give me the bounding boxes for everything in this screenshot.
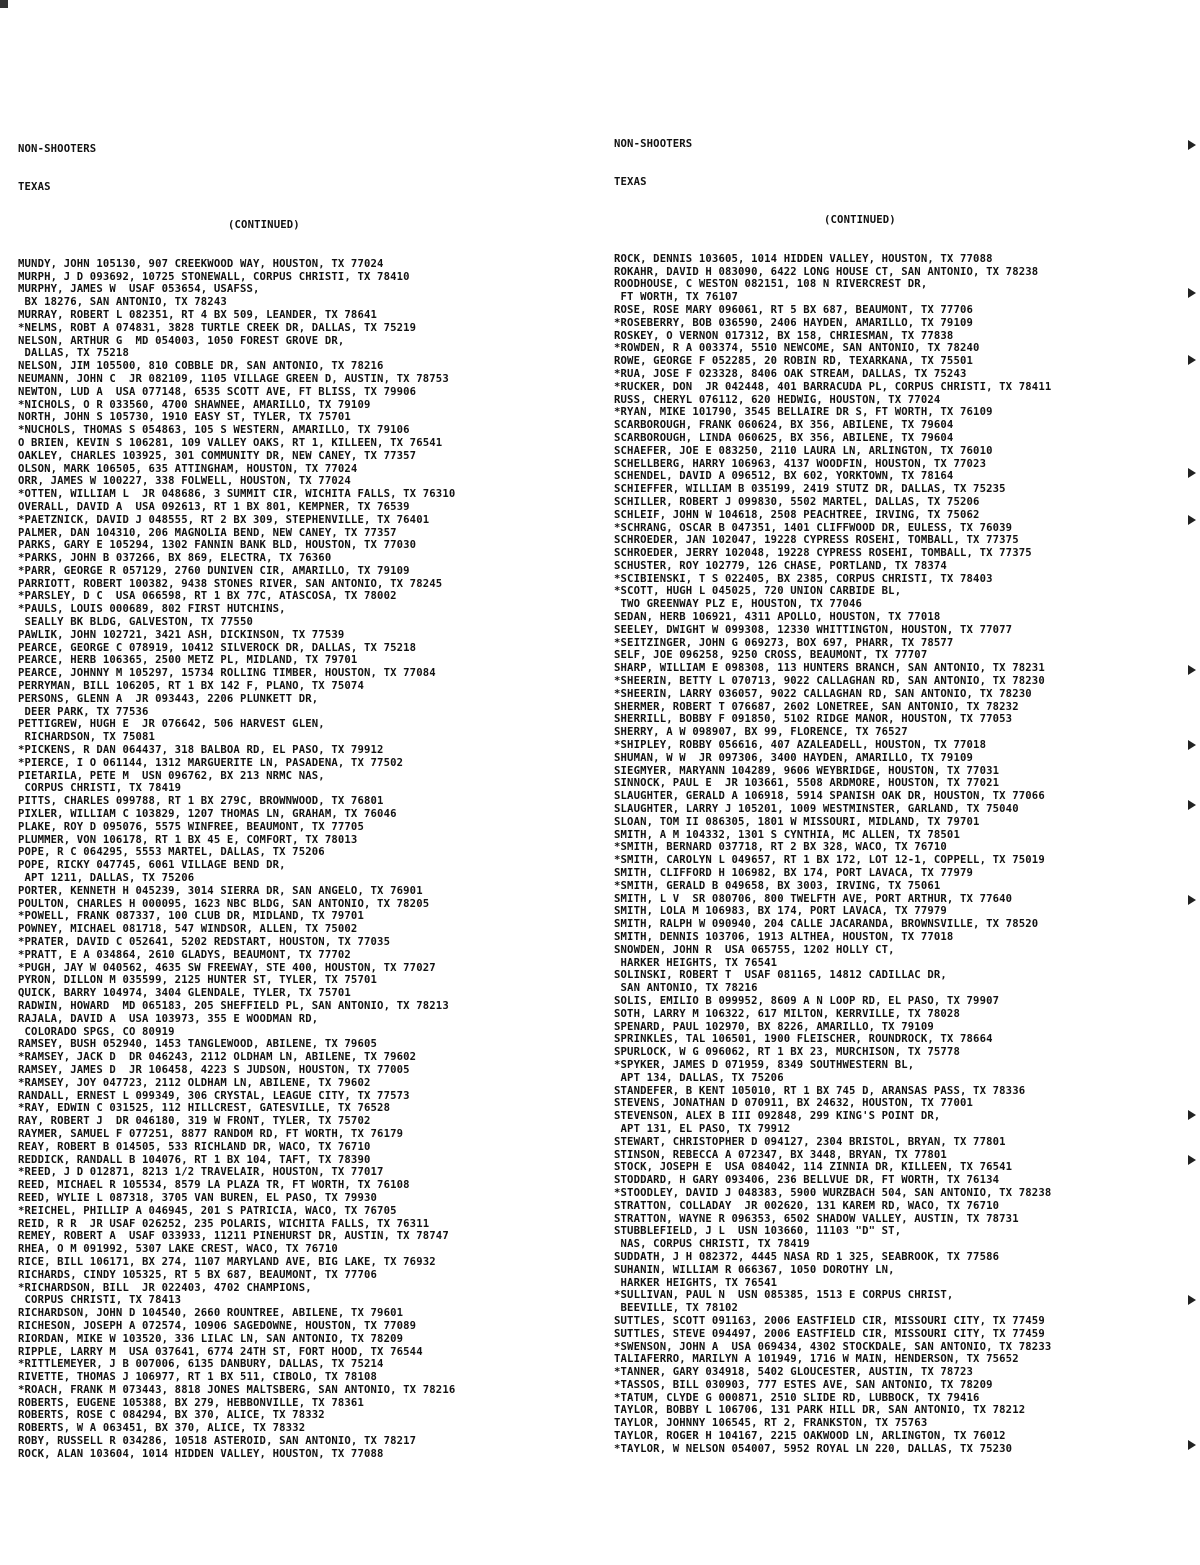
right-column bbox=[614, 112, 1194, 1481]
list-item: ROSKEY, O VERNON 017312, BX 158, CHRIESMAN, TX 77838 bbox=[614, 329, 954, 342]
right-header-state: TEXAS bbox=[614, 175, 647, 188]
list-item: COLORADO SPGS, CO 80919 bbox=[18, 1025, 175, 1038]
list-item: SAN ANTONIO, TX 78216 bbox=[614, 982, 758, 995]
list-item: *TANNER, GARY 034918, 5402 GLOUCESTER, AUSTIN, TX 78723 bbox=[614, 1366, 974, 1379]
list-item: *SCIBIENSKI, T S 022405, BX 2385, CORPUS CHRISTI, TX 78403 bbox=[614, 572, 993, 585]
list-item: STUBBLEFIELD, J L USN 103660, 11103 "D" ST, bbox=[614, 1225, 902, 1238]
list-item: SINNOCK, PAUL E JR 103661, 5508 ARDMORE, HOUSTON, TX 77021 bbox=[614, 777, 1000, 790]
list-item: PIXLER, WILLIAM C 103829, 1207 THOMAS LN, GRAHAM, TX 76046 bbox=[18, 808, 397, 821]
list-item: SCHENDEL, DAVID A 096512, BX 602, YORKTOWN, TX 78164 bbox=[614, 470, 954, 483]
list-item: APT 131, EL PASO, TX 79912 bbox=[614, 1122, 791, 1135]
list-item: SIEGMYER, MARYANN 104289, 9606 WEYBRIDGE, HOUSTON, TX 77031 bbox=[614, 764, 1000, 777]
list-item: SMITH, RALPH W 090940, 204 CALLE JACARANDA, BROWNSVILLE, TX 78520 bbox=[614, 918, 1039, 931]
list-item: *PRATER, DAVID C 052641, 5202 REDSTART, HOUSTON, TX 77035 bbox=[18, 936, 391, 948]
list-item: TWO GREENWAY PLZ E, HOUSTON, TX 77046 bbox=[614, 598, 863, 611]
list-item: PEARCE, JOHNNY M 105297, 15734 ROLLING TIMBER, HOUSTON, TX 77084 bbox=[18, 667, 436, 680]
list-item: ROODHOUSE, C WESTON 082151, 108 N RIVERCREST DR, bbox=[614, 278, 928, 291]
list-item: *SHEERIN, BETTY L 070713, 9022 CALLAGHAN RD, SAN ANTONIO, TX 78230 bbox=[614, 675, 1045, 688]
list-item: RICE, BILL 106171, BX 274, 1107 MARYLAND AVE, BIG LAKE, TX 76932 bbox=[18, 1255, 436, 1268]
list-item: SHERMER, ROBERT T 076687, 2602 LONETREE, SAN ANTONIO, TX 78232 bbox=[614, 700, 1019, 713]
list-item: SLAUGHTER, GERALD A 106918, 5914 SPANISH OAK DR, HOUSTON, TX 77066 bbox=[614, 790, 1045, 803]
list-item: MUNDY, JOHN 105130, 907 CREEKWOOD WAY, HOUSTON, TX 77024 bbox=[18, 257, 384, 270]
list-item: ROCK, DENNIS 103605, 1014 HIDDEN VALLEY, HOUSTON, TX 77088 bbox=[614, 252, 993, 265]
list-item: *PUGH, JAY W 040562, 4635 SW FREEWAY, STE 400, HOUSTON, TX 77027 bbox=[18, 961, 436, 974]
list-item: PERSONS, GLENN A JR 093443, 2206 PLUNKETT DR, bbox=[18, 692, 319, 705]
list-item: SEALLY BK BLDG, GALVESTON, TX 77550 bbox=[18, 616, 254, 629]
list-item: DALLAS, TX 75218 bbox=[18, 347, 129, 360]
list-item: *SMITH, CAROLYN L 049657, RT 1 BX 172, LOT 12-1, COPPELL, TX 75019 bbox=[614, 854, 1045, 867]
list-item: SUTTLES, STEVE 094497, 2006 EASTFIELD CIR, MISSOURI CITY, TX 77459 bbox=[614, 1327, 1045, 1340]
list-item: SLAUGHTER, LARRY J 105201, 1009 WESTMINSTER, GARLAND, TX 75040 bbox=[614, 803, 1019, 816]
list-item: CORPUS CHRISTI, TX 78413 bbox=[18, 1294, 182, 1307]
list-item: RANDALL, ERNEST L 099349, 306 CRYSTAL, LEAGUE CITY, TX 77573 bbox=[18, 1089, 410, 1102]
list-item: STEVENS, JONATHAN D 070911, BX 24632, HOUSTON, TX 77001 bbox=[614, 1097, 974, 1110]
list-item: RICHESON, JOSEPH A 072574, 10906 SAGEDOWNE, HOUSTON, TX 77089 bbox=[18, 1319, 417, 1332]
list-item: *SHIPLEY, ROBBY 056616, 407 AZALEADELL, HOUSTON, TX 77018 bbox=[614, 739, 987, 752]
list-item: SCHROEDER, JERRY 102048, 19228 CYPRESS ROSEHI, TOMBALL, TX 77375 bbox=[614, 547, 1032, 560]
list-item: *STOODLEY, DAVID J 048383, 5900 WURZBACH 504, SAN ANTONIO, TX 78238 bbox=[614, 1186, 1052, 1199]
list-item: *NUCHOLS, THOMAS S 054863, 105 S WESTERN, AMARILLO, TX 79106 bbox=[18, 424, 410, 437]
list-item: SOLINSKI, ROBERT T USAF 081165, 14812 CADILLAC DR, bbox=[614, 969, 947, 982]
list-item: PIETARILA, PETE M USN 096762, BX 213 NRMC NAS, bbox=[18, 769, 325, 782]
list-item: RICHARDSON, TX 75081 bbox=[18, 731, 156, 744]
list-item: SOLIS, EMILIO B 099952, 8609 A N LOOP RD, EL PASO, TX 79907 bbox=[614, 994, 1000, 1007]
list-item: STRATTON, COLLADAY JR 002620, 131 KAREM RD, WACO, TX 76710 bbox=[614, 1199, 1000, 1212]
right-entry-list bbox=[614, 253, 1194, 1456]
right-header-title: NON-SHOOTERS bbox=[614, 137, 693, 150]
list-item: STODDARD, H GARY 093406, 236 BELLVUE DR, FT WORTH, TX 76134 bbox=[614, 1174, 1000, 1187]
list-item: SHUMAN, W W JR 097306, 3400 HAYDEN, AMARILLO, TX 79109 bbox=[614, 751, 974, 764]
list-item: *SEITZINGER, JOHN G 069273, BOX 697, PHARR, TX 78577 bbox=[614, 636, 954, 649]
list-item: RHEA, O M 091992, 5307 LAKE CREST, WACO, TX 76710 bbox=[18, 1243, 338, 1256]
list-item: SLOAN, TOM II 086305, 1801 W MISSOURI, MIDLAND, TX 79701 bbox=[614, 815, 980, 828]
list-item: *NELMS, ROBT A 074831, 3828 TURTLE CREEK DR, DALLAS, TX 75219 bbox=[18, 321, 417, 334]
list-item: *SULLIVAN, PAUL N USN 085385, 1513 E CORPUS CHRIST, bbox=[614, 1289, 954, 1302]
list-item: TAYLOR, ROGER H 104167, 2215 OAKWOOD LN, ARLINGTON, TX 76012 bbox=[614, 1430, 1006, 1443]
list-item: PAWLIK, JOHN 102721, 3421 ASH, DICKINSON, TX 77539 bbox=[18, 628, 345, 641]
list-item: *PAETZNICK, DAVID J 048555, RT 2 BX 309, STEPHENVILLE, TX 76401 bbox=[18, 513, 430, 526]
list-item: REED, MICHAEL R 105534, 8579 LA PLAZA TR, FT WORTH, TX 76108 bbox=[18, 1179, 410, 1192]
list-item: RAMSEY, BUSH 052940, 1453 TANGLEWOOD, ABILENE, TX 79605 bbox=[18, 1038, 378, 1051]
left-header-title: NON-SHOOTERS bbox=[18, 142, 97, 155]
list-item: SCHROEDER, JAN 102047, 19228 CYPRESS ROSEHI, TOMBALL, TX 77375 bbox=[614, 534, 1019, 547]
list-item: SCARBOROUGH, FRANK 060624, BX 356, ABILENE, TX 79604 bbox=[614, 419, 954, 432]
list-item: SCHELLBERG, HARRY 106963, 4137 WOODFIN, HOUSTON, TX 77023 bbox=[614, 457, 987, 470]
list-item: SCHILLER, ROBERT J 099830, 5502 MARTEL, DALLAS, TX 75206 bbox=[614, 495, 980, 508]
left-column bbox=[18, 117, 593, 1486]
scan-artifact bbox=[0, 0, 8, 8]
list-item: NELSON, JIM 105500, 810 COBBLE DR, SAN ANTONIO, TX 78216 bbox=[18, 360, 384, 373]
list-item: STRATTON, WAYNE R 096353, 6502 SHADOW VALLEY, AUSTIN, TX 78731 bbox=[614, 1212, 1019, 1225]
list-item: SUDDATH, J H 082372, 4445 NASA RD 1 325, SEABROOK, TX 77586 bbox=[614, 1250, 1000, 1263]
list-item: NELSON, ARTHUR G MD 054003, 1050 FOREST GROVE DR, bbox=[18, 334, 345, 347]
list-item: *ROSEBERRY, BOB 036590, 2406 HAYDEN, AMARILLO, TX 79109 bbox=[614, 316, 974, 329]
list-item: SCARBOROUGH, LINDA 060625, BX 356, ABILENE, TX 79604 bbox=[614, 431, 954, 444]
list-item: SCHUSTER, ROY 102779, 126 CHASE, PORTLAND, TX 78374 bbox=[614, 559, 947, 572]
list-item: PORTER, KENNETH H 045239, 3014 SIERRA DR, SAN ANGELO, TX 76901 bbox=[18, 884, 423, 897]
list-item: POWNEY, MICHAEL 081718, 547 WINDSOR, ALLEN, TX 75002 bbox=[18, 923, 358, 936]
list-item: OAKLEY, CHARLES 103925, 301 COMMUNITY DR, NEW CANEY, TX 77357 bbox=[18, 449, 417, 462]
left-header-state: TEXAS bbox=[18, 180, 51, 193]
list-item: PARRIOTT, ROBERT 100382, 9438 STONES RIVER, SAN ANTONIO, TX 78245 bbox=[18, 577, 443, 590]
list-item: *RICHARDSON, BILL JR 022403, 4702 CHAMPIONS, bbox=[18, 1281, 312, 1294]
list-item: SEELEY, DWIGHT W 099308, 12330 WHITTINGTON, HOUSTON, TX 77077 bbox=[614, 623, 1013, 636]
list-item: TALIAFERRO, MARILYN A 101949, 1716 W MAIN, HENDERSON, TX 75652 bbox=[614, 1353, 1019, 1366]
list-item: BEEVILLE, TX 78102 bbox=[614, 1302, 739, 1315]
list-item: ROCK, ALAN 103604, 1014 HIDDEN VALLEY, HOUSTON, TX 77088 bbox=[18, 1447, 384, 1460]
list-item: O BRIEN, KEVIN S 106281, 109 VALLEY OAKS, RT 1, KILLEEN, TX 76541 bbox=[18, 436, 443, 449]
list-item: RAJALA, DAVID A USA 103973, 355 E WOODMAN RD, bbox=[18, 1012, 319, 1025]
list-item: ORR, JAMES W 100227, 338 FOLWELL, HOUSTON, TX 77024 bbox=[18, 475, 351, 488]
list-item: MURRAY, ROBERT L 082351, RT 4 BX 509, LEANDER, TX 78641 bbox=[18, 308, 378, 321]
list-item: *TAYLOR, W NELSON 054007, 5952 ROYAL LN 220, DALLAS, TX 75230 bbox=[614, 1442, 1013, 1455]
list-item: SELF, JOE 096258, 9250 CROSS, BEAUMONT, TX 77707 bbox=[614, 649, 928, 662]
list-item: *SMITH, GERALD B 049658, BX 3003, IRVING, TX 75061 bbox=[614, 879, 941, 892]
list-item: PERRYMAN, BILL 106205, RT 1 BX 142 F, PLANO, TX 75074 bbox=[18, 680, 364, 693]
list-item: *PICKENS, R DAN 064437, 318 BALBOA RD, EL PASO, TX 79912 bbox=[18, 744, 384, 757]
list-item: *PARSLEY, D C USA 066598, RT 1 BX 77C, ATASCOSA, TX 78002 bbox=[18, 590, 397, 603]
list-item: STINSON, REBECCA A 072347, BX 3448, BRYAN, TX 77801 bbox=[614, 1148, 947, 1161]
list-item: SUHANIN, WILLIAM R 066367, 1050 DOROTHY LN, bbox=[614, 1263, 895, 1276]
list-item: *ROACH, FRANK M 073443, 8818 JONES MALTSBERG, SAN ANTONIO, TX 78216 bbox=[18, 1383, 456, 1396]
list-item: SHERRILL, BOBBY F 091850, 5102 RIDGE MANOR, HOUSTON, TX 77053 bbox=[614, 713, 1013, 726]
list-item: *RAY, EDWIN C 031525, 112 HILLCREST, GATESVILLE, TX 76528 bbox=[18, 1102, 391, 1115]
list-item: *RAMSEY, JOY 047723, 2112 OLDHAM LN, ABILENE, TX 79602 bbox=[18, 1076, 371, 1089]
list-item: SMITH, DENNIS 103706, 1913 ALTHEA, HOUSTON, TX 77018 bbox=[614, 931, 954, 943]
list-item: STEVENSON, ALEX B III 092848, 299 KING'S POINT DR, bbox=[614, 1110, 941, 1123]
list-item: PEARCE, GEORGE C 078919, 10412 SILVEROCK DR, DALLAS, TX 75218 bbox=[18, 641, 417, 654]
list-item: *SPYKER, JAMES D 071959, 8349 SOUTHWESTERN BL, bbox=[614, 1058, 915, 1071]
list-item: RICHARDSON, JOHN D 104540, 2660 ROUNTREE, ABILENE, TX 79601 bbox=[18, 1307, 404, 1320]
list-item: FT WORTH, TX 76107 bbox=[614, 291, 739, 304]
list-item: *RYAN, MIKE 101790, 3545 BELLAIRE DR S, FT WORTH, TX 76109 bbox=[614, 406, 993, 419]
list-item: SHERRY, A W 098907, BX 99, FLORENCE, TX 76527 bbox=[614, 726, 908, 739]
list-item: PARKS, GARY E 105294, 1302 FANNIN BANK BLD, HOUSTON, TX 77030 bbox=[18, 539, 417, 552]
list-item: SCHLEIF, JOHN W 104618, 2508 PEACHTREE, IRVING, TX 75062 bbox=[614, 508, 980, 521]
list-item: *RITTLEMEYER, J B 007006, 6135 DANBURY, DALLAS, TX 75214 bbox=[18, 1358, 384, 1371]
list-item: APT 1211, DALLAS, TX 75206 bbox=[18, 872, 195, 885]
list-item: ROKAHR, DAVID H 083090, 6422 LONG HOUSE CT, SAN ANTONIO, TX 78238 bbox=[614, 265, 1039, 278]
list-item: RADWIN, HOWARD MD 065183, 205 SHEFFIELD PL, SAN ANTONIO, TX 78213 bbox=[18, 999, 449, 1012]
list-item: SMITH, CLIFFORD H 106982, BX 174, PORT LAVACA, TX 77979 bbox=[614, 867, 974, 880]
list-item: ROBY, RUSSELL R 034286, 10518 ASTEROID, SAN ANTONIO, TX 78217 bbox=[18, 1435, 417, 1448]
list-item: SUTTLES, SCOTT 091163, 2006 EASTFIELD CIR, MISSOURI CITY, TX 77459 bbox=[614, 1314, 1045, 1327]
list-item: SEDAN, HERB 106921, 4311 APOLLO, HOUSTON, TX 77018 bbox=[614, 611, 941, 624]
list-item: *PIERCE, I O 061144, 1312 MARGUERITE LN, PASADENA, TX 77502 bbox=[18, 756, 404, 769]
list-item: *RUCKER, DON JR 042448, 401 BARRACUDA PL, CORPUS CHRISTI, TX 78411 bbox=[614, 380, 1052, 393]
list-item: *SWENSON, JOHN A USA 069434, 4302 STOCKDALE, SAN ANTONIO, TX 78233 bbox=[614, 1340, 1052, 1353]
list-item: SCHAEFER, JOE E 083250, 2110 LAURA LN, ARLINGTON, TX 76010 bbox=[614, 444, 993, 457]
list-item: *SCOTT, HUGH L 045025, 720 UNION CARBIDE BL, bbox=[614, 585, 902, 598]
list-item: SCHIEFFER, WILLIAM B 035199, 2419 STUTZ DR, DALLAS, TX 75235 bbox=[614, 483, 1006, 496]
list-item: STANDEFER, B KENT 105010, RT 1 BX 745 D, ARANSAS PASS, TX 78336 bbox=[614, 1084, 1026, 1097]
list-item: REDDICK, RANDALL B 104076, RT 1 BX 104, TAFT, TX 78390 bbox=[18, 1153, 371, 1166]
list-item: PLUMMER, VON 106178, RT 1 BX 45 E, COMFORT, TX 78013 bbox=[18, 833, 358, 846]
list-item: DEER PARK, TX 77536 bbox=[18, 705, 149, 718]
list-item: POPE, RICKY 047745, 6061 VILLAGE BEND DR, bbox=[18, 859, 286, 872]
list-item: REED, WYLIE L 087318, 3705 VAN BUREN, EL PASO, TX 79930 bbox=[18, 1191, 378, 1204]
list-item: RICHARDS, CINDY 105325, RT 5 BX 687, BEAUMONT, TX 77706 bbox=[18, 1268, 378, 1281]
list-item: *PAULS, LOUIS 000689, 802 FIRST HUTCHINS, bbox=[18, 603, 286, 616]
list-item: *NICHOLS, O R 033560, 4700 SHAWNEE, AMARILLO, TX 79109 bbox=[18, 398, 371, 411]
list-item: APT 134, DALLAS, TX 75206 bbox=[614, 1071, 784, 1084]
list-item: ROWE, GEORGE F 052285, 20 ROBIN RD, TEXARKANA, TX 75501 bbox=[614, 355, 974, 368]
list-item: *PRATT, E A 034864, 2610 GLADYS, BEAUMONT, TX 77702 bbox=[18, 948, 351, 961]
list-item: BX 18276, SAN ANTONIO, TX 78243 bbox=[18, 296, 227, 309]
list-item: SPENARD, PAUL 102970, BX 8226, AMARILLO, TX 79109 bbox=[614, 1020, 934, 1033]
list-item: *REED, J D 012871, 8213 1/2 TRAVELAIR, HOUSTON, TX 77017 bbox=[18, 1166, 384, 1179]
right-continued-label: (CONTINUED) bbox=[824, 214, 896, 227]
list-item: REID, R R JR USAF 026252, 235 POLARIS, WICHITA FALLS, TX 76311 bbox=[18, 1217, 430, 1230]
list-item: POPE, R C 064295, 5553 MARTEL, DALLAS, TX 75206 bbox=[18, 846, 325, 859]
list-item: TAYLOR, BOBBY L 106706, 131 PARK HILL DR, SAN ANTONIO, TX 78212 bbox=[614, 1404, 1026, 1417]
list-item: SPRINKLES, TAL 106501, 1900 FLEISCHER, ROUNDROCK, TX 78664 bbox=[614, 1033, 993, 1046]
list-item: *REICHEL, PHILLIP A 046945, 201 S PATRICIA, WACO, TX 76705 bbox=[18, 1204, 397, 1217]
list-item: ROBERTS, ROSE C 084294, BX 370, ALICE, TX 78332 bbox=[18, 1409, 325, 1422]
list-item: SNOWDEN, JOHN R USA 065755, 1202 HOLLY CT, bbox=[614, 943, 895, 956]
list-item: NAS, CORPUS CHRISTI, TX 78419 bbox=[614, 1238, 810, 1251]
list-item: PEARCE, HERB 106365, 2500 METZ PL, MIDLAND, TX 79701 bbox=[18, 654, 358, 667]
list-item: *ROWDEN, R A 003374, 5510 NEWCOME, SAN ANTONIO, TX 78240 bbox=[614, 342, 980, 355]
list-item: RIPPLE, LARRY M USA 037641, 6774 24TH ST, FORT HOOD, TX 76544 bbox=[18, 1345, 423, 1358]
list-item: *TASSOS, BILL 030903, 777 ESTES AVE, SAN ANTONIO, TX 78209 bbox=[614, 1378, 993, 1391]
list-item: MURPH, J D 093692, 10725 STONEWALL, CORPUS CHRISTI, TX 78410 bbox=[18, 270, 410, 283]
list-item: SOTH, LARRY M 106322, 617 MILTON, KERRVILLE, TX 78028 bbox=[614, 1007, 960, 1020]
list-item: *TATUM, CLYDE G 000871, 2510 SLIDE RD, LUBBOCK, TX 79416 bbox=[614, 1391, 980, 1404]
list-item: QUICK, BARRY 104974, 3404 GLENDALE, TYLER, TX 75701 bbox=[18, 987, 351, 1000]
list-item: MURPHY, JAMES W USAF 053654, USAFSS, bbox=[18, 283, 260, 296]
list-item: POULTON, CHARLES H 000095, 1623 NBC BLDG, SAN ANTONIO, TX 78205 bbox=[18, 897, 430, 910]
list-item: SMITH, L V SR 080706, 800 TWELFTH AVE, PORT ARTHUR, TX 77640 bbox=[614, 892, 1013, 905]
list-item: *RAMSEY, JACK D DR 046243, 2112 OLDHAM LN, ABILENE, TX 79602 bbox=[18, 1051, 417, 1064]
list-item: RAY, ROBERT J DR 046180, 319 W FRONT, TYLER, TX 75702 bbox=[18, 1115, 371, 1128]
list-item: *PARKS, JOHN B 037266, BX 869, ELECTRA, TX 76360 bbox=[18, 552, 332, 565]
list-item: NEWTON, LUD A USA 077148, 6535 SCOTT AVE, FT BLISS, TX 79906 bbox=[18, 385, 417, 398]
list-item: SPURLOCK, W G 096062, RT 1 BX 23, MURCHISON, TX 75778 bbox=[614, 1046, 960, 1059]
list-item: ROSE, ROSE MARY 096061, RT 5 BX 687, BEAUMONT, TX 77706 bbox=[614, 303, 974, 316]
list-item: RAMSEY, JAMES D JR 106458, 4223 S JUDSON, HOUSTON, TX 77005 bbox=[18, 1063, 410, 1076]
list-item: *POWELL, FRANK 087337, 100 CLUB DR, MIDLAND, TX 79701 bbox=[18, 910, 364, 923]
list-item: HARKER HEIGHTS, TX 76541 bbox=[614, 956, 778, 969]
list-item: HARKER HEIGHTS, TX 76541 bbox=[614, 1276, 778, 1289]
list-item: PLAKE, ROY D 095076, 5575 WINFREE, BEAUMONT, TX 77705 bbox=[18, 820, 364, 833]
list-item: *PARR, GEORGE R 057129, 2760 DUNIVEN CIR, AMARILLO, TX 79109 bbox=[18, 564, 410, 577]
list-item: OLSON, MARK 106505, 635 ATTINGHAM, HOUSTON, TX 77024 bbox=[18, 462, 358, 475]
list-item: OVERALL, DAVID A USA 092613, RT 1 BX 801, KEMPNER, TX 76539 bbox=[18, 500, 410, 513]
list-item: SHARP, WILLIAM E 098308, 113 HUNTERS BRANCH, SAN ANTONIO, TX 78231 bbox=[614, 662, 1045, 675]
list-item: NORTH, JOHN S 105730, 1910 EASY ST, TYLER, TX 75701 bbox=[18, 411, 351, 424]
list-item: SMITH, LOLA M 106983, BX 174, PORT LAVACA, TX 77979 bbox=[614, 905, 947, 918]
list-item: RIVETTE, THOMAS J 106977, RT 1 BX 511, CIBOLO, TX 78108 bbox=[18, 1371, 378, 1384]
list-item: STEWART, CHRISTOPHER D 094127, 2304 BRISTOL, BRYAN, TX 77801 bbox=[614, 1135, 1006, 1148]
list-item: *SMITH, BERNARD 037718, RT 2 BX 328, WACO, TX 76710 bbox=[614, 841, 947, 854]
list-item: RUSS, CHERYL 076112, 620 HEDWIG, HOUSTON, TX 77024 bbox=[614, 393, 941, 406]
list-item: *OTTEN, WILLIAM L JR 048686, 3 SUMMIT CIR, WICHITA FALLS, TX 76310 bbox=[18, 488, 456, 501]
list-item: ROBERTS, EUGENE 105388, BX 279, HEBBONVILLE, TX 78361 bbox=[18, 1396, 364, 1409]
list-item: ROBERTS, W A 063451, BX 370, ALICE, TX 78332 bbox=[18, 1422, 306, 1435]
left-entry-list bbox=[18, 258, 593, 1461]
list-item: *RUA, JOSE F 023328, 8406 OAK STREAM, DALLAS, TX 75243 bbox=[614, 367, 967, 380]
list-item: STOCK, JOSEPH E USA 084042, 114 ZINNIA DR, KILLEEN, TX 76541 bbox=[614, 1161, 1013, 1174]
list-item: PALMER, DAN 104310, 206 MAGNOLIA BEND, NEW CANEY, TX 77357 bbox=[18, 526, 397, 539]
list-item: PETTIGREW, HUGH E JR 076642, 506 HARVEST GLEN, bbox=[18, 718, 325, 731]
list-item: REMEY, ROBERT A USAF 033933, 11211 PINEHURST DR, AUSTIN, TX 78747 bbox=[18, 1230, 449, 1243]
list-item: TAYLOR, JOHNNY 106545, RT 2, FRANKSTON, TX 75763 bbox=[614, 1417, 928, 1430]
list-item: RIORDAN, MIKE W 103520, 336 LILAC LN, SAN ANTONIO, TX 78209 bbox=[18, 1332, 404, 1345]
list-item: *SHEERIN, LARRY 036057, 9022 CALLAGHAN RD, SAN ANTONIO, TX 78230 bbox=[614, 687, 1032, 700]
list-item: PYRON, DILLON M 035599, 2125 HUNTER ST, TYLER, TX 75701 bbox=[18, 974, 378, 987]
list-item: RAYMER, SAMUEL F 077251, 8877 RANDOM RD, FT WORTH, TX 76179 bbox=[18, 1127, 404, 1140]
list-item: *SCHRANG, OSCAR B 047351, 1401 CLIFFWOOD DR, EULESS, TX 76039 bbox=[614, 521, 1013, 534]
left-continued-label: (CONTINUED) bbox=[228, 219, 300, 232]
list-item: CORPUS CHRISTI, TX 78419 bbox=[18, 782, 182, 795]
list-item: NEUMANN, JOHN C JR 082109, 1105 VILLAGE GREEN D, AUSTIN, TX 78753 bbox=[18, 372, 449, 385]
list-item: REAY, ROBERT B 014505, 533 RICHLAND DR, WACO, TX 76710 bbox=[18, 1140, 371, 1153]
list-item: SMITH, A M 104332, 1301 S CYNTHIA, MC ALLEN, TX 78501 bbox=[614, 828, 960, 841]
list-item: PITTS, CHARLES 099788, RT 1 BX 279C, BROWNWOOD, TX 76801 bbox=[18, 795, 384, 808]
